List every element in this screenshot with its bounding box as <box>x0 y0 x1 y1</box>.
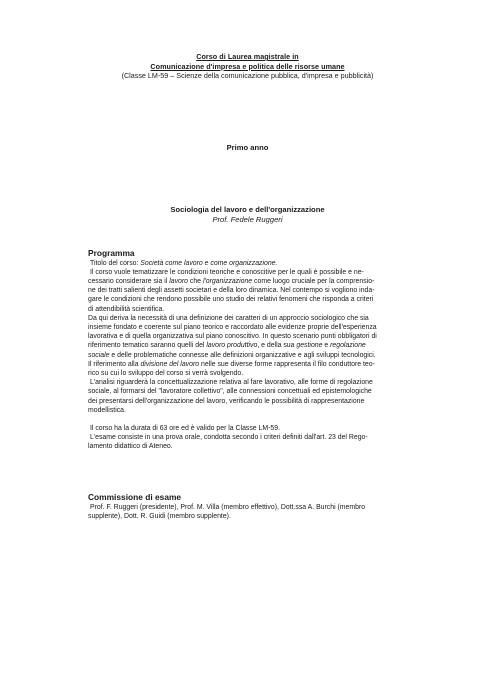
text-run: cessario considerare sia il <box>88 277 170 285</box>
year-heading: Primo anno <box>226 143 269 152</box>
text-run: riferimento tematico saranno quelli del <box>88 342 207 350</box>
p3-line-3: dei presentarsi dell'organizzazione del lavoro, verificando le possibilità di rappresentazione <box>88 397 365 405</box>
p1-line-3: ne dei tratti salienti degli assetti societari e della loro dinamica. Nel contempo si vogliono inda- <box>88 287 375 295</box>
p2-line-4 <box>88 341 410 350</box>
p2-line-7: rico su cui lo sviluppo del corso si verrà svolgendo. <box>88 369 244 377</box>
text-run: e <box>322 342 331 350</box>
emphasis: regolazione <box>330 342 366 350</box>
p2-line-5 <box>88 351 410 360</box>
commissione-section <box>88 492 410 521</box>
degree-header <box>0 52 495 81</box>
p3-line-1: L'analisi riguarderà la concettualizzazione relativa al fare lavorativo, alle forme di regolazione <box>90 379 373 387</box>
text-run: Il riferimento alla <box>88 360 141 368</box>
text-run: , e della sua <box>257 342 297 350</box>
p5-line-1: L'esame consiste in una prova orale, condotta secondo i criteri definiti dall'art. 23 del Rego- <box>90 434 368 442</box>
degree-class: (Classe LM-59 – Scienze della comunicazione pubblica, d'impresa e pubblicità) <box>121 71 374 81</box>
course-title: Sociologia del lavoro e dell'organizzazione <box>170 205 325 214</box>
p2-line-1: Da qui deriva la necessità di una definizione dei caratteri di un approccio sociologico che sia <box>88 314 369 322</box>
p3-line-4: modellistica. <box>88 406 126 414</box>
p3-line-2: sociale, al formarsi del "lavoratore collettivo", alle connessioni concettuali ed epistemologiche <box>88 388 372 396</box>
p1-line-4: gare le condizioni che rendono possibile uno studio dei relativi fenomeni che risponda a criteri <box>88 296 374 304</box>
p2-line-2: insieme fondato e coerente sul piano teorico e raccordato alle evidenze proprie dell'esperienza <box>88 323 377 331</box>
text-run: nelle sue diverse forme rappresenta il filo conduttore teo- <box>199 360 375 368</box>
degree-name: Comunicazione d'impresa e politica delle risorse umane <box>150 61 345 71</box>
programma-heading: Programma <box>88 248 135 258</box>
course-heading <box>0 205 495 225</box>
commissione-line-2: supplente), Dott. R. Guidi (membro supplente). <box>88 512 231 520</box>
programma-section <box>88 248 410 452</box>
emphasis: divisione del lavoro <box>140 360 200 368</box>
emphasis: gestione <box>296 342 323 350</box>
emphasis: l'organizzazione <box>202 277 253 285</box>
title-value: Società come lavoro e come organizzazione. <box>140 259 278 267</box>
text-run: e delle problematiche connesse alle definizioni organizzative e agli sviluppi tecnologici. <box>109 351 376 359</box>
course-title-line <box>88 259 410 268</box>
text-run: che <box>187 277 203 285</box>
emphasis: lavoro <box>169 277 188 285</box>
p1-line-5: di attendibilità scientifica. <box>88 305 165 313</box>
degree-type: Corso di Laurea magistrale in <box>196 52 299 61</box>
p5-line-2: lamento didattico di Ateneo. <box>88 443 173 451</box>
emphasis: lavoro produttivo <box>206 342 258 350</box>
title-prefix: Titolo del corso: <box>90 259 141 267</box>
emphasis: sociale <box>88 351 110 359</box>
course-professor: Prof. Fedele Ruggeri <box>212 215 283 224</box>
p2-line-6 <box>88 360 410 369</box>
commissione-heading: Commissione di esame <box>88 492 182 502</box>
text-run: come luogo cruciale per la comprensio- <box>252 277 375 285</box>
p1-line-2 <box>88 277 410 286</box>
p2-line-3: lavorativa e di quella organizzativa sul piano conoscitivo. In questo scenario punti obbligatori di <box>88 333 377 341</box>
commissione-line-1: Prof. F. Ruggeri (presidente), Prof. M. Villa (membro effettivo), Dott.ssa A. Burchi (membro <box>90 503 366 511</box>
p1-line-1: Il corso vuole tematizzare le condizioni teoriche e conoscitive per le quali è possibile e ne- <box>90 268 364 276</box>
p4-line: Il corso ha la durata di 63 ore ed è valido per la Classe LM-59. <box>90 424 280 432</box>
